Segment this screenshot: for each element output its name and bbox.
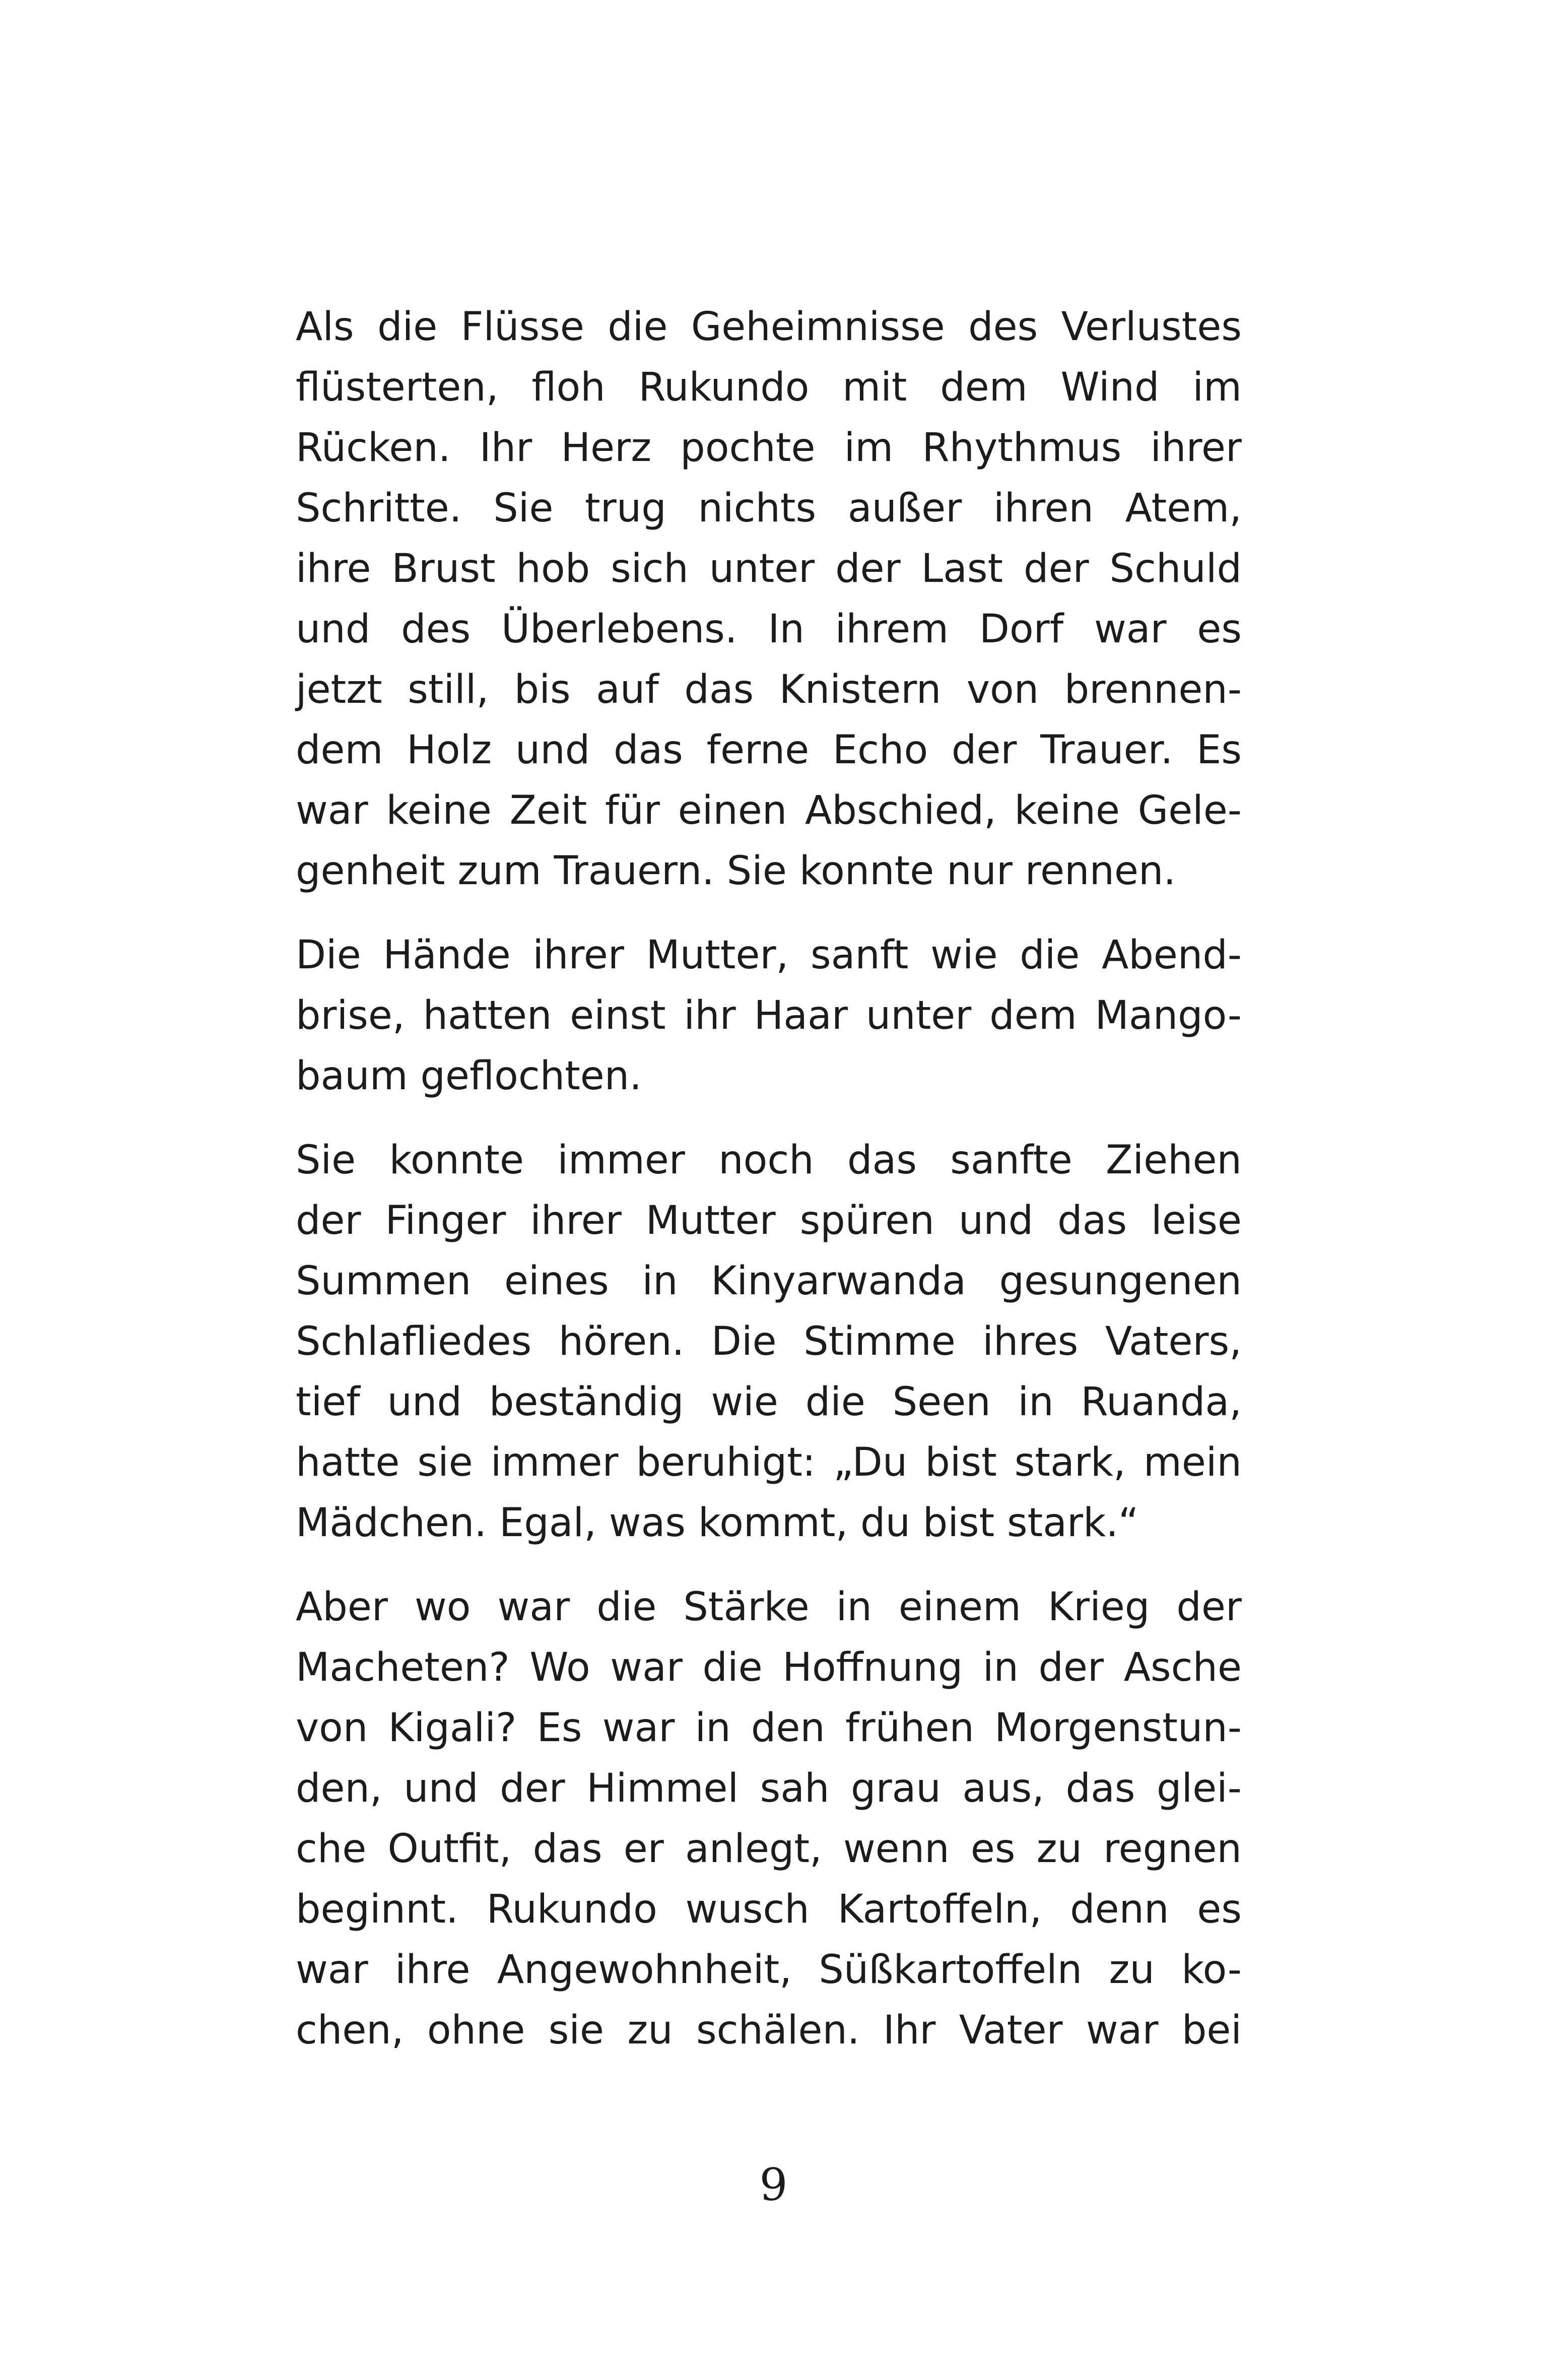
text-line: che Outfit, das er anlegt, wenn es zu regnen [296, 1826, 1242, 1872]
text-line: baum geflochten. [296, 1053, 642, 1099]
paragraph [296, 297, 1242, 901]
text-line: ihre Brust hob sich unter der Last der Schuld [296, 546, 1242, 591]
text-line: Als die Flüsse die Geheimnisse des Verlustes [296, 304, 1242, 350]
text-line: der Finger ihrer Mutter spüren und das leise [296, 1198, 1242, 1243]
paragraph [296, 925, 1242, 1106]
text-line: jetzt still, bis auf das Knistern von brennen- [296, 667, 1242, 712]
text-line: Sie konnte immer noch das sanfte Ziehen [296, 1138, 1242, 1183]
text-line: chen, ohne sie zu schälen. Ihr Vater war bei [296, 2008, 1242, 2053]
paragraph [296, 1577, 1242, 2061]
text-line: hatte sie immer beruhigt: „Du bist stark, mein [296, 1440, 1242, 1485]
text-line: Mädchen. Egal, was kommt, du bist stark.“ [296, 1500, 1139, 1546]
text-line: Rücken. Ihr Herz pochte im Rhythmus ihrer [296, 425, 1242, 471]
text-line: tief und beständig wie die Seen in Ruanda, [296, 1379, 1242, 1425]
text-line: beginnt. Rukundo wusch Kartoffeln, denn es [296, 1887, 1242, 1932]
text-line: Summen eines in Kinyarwanda gesungenen [296, 1259, 1242, 1304]
paragraph-gap [296, 1553, 1242, 1577]
text-line: genheit zum Trauern. Sie konnte nur rennen. [296, 848, 1176, 894]
paragraph-gap [296, 901, 1242, 925]
text-line: Schritte. Sie trug nichts außer ihren Atem, [296, 486, 1242, 531]
text-line: brise, hatten einst ihr Haar unter dem Mango- [296, 993, 1242, 1038]
text-line: Die Hände ihrer Mutter, sanft wie die Abend- [296, 933, 1242, 978]
body-text [296, 297, 1242, 2061]
text-line: Aber wo war die Stärke in einem Krieg der [296, 1584, 1242, 1630]
text-line: den, und der Himmel sah grau aus, das glei- [296, 1766, 1242, 1811]
text-line: und des Überlebens. In ihrem Dorf war es [296, 607, 1242, 652]
text-line: dem Holz und das ferne Echo der Trauer. Es [296, 728, 1242, 773]
text-line: war keine Zeit für einen Abschied, keine Gele- [296, 788, 1242, 833]
text-line: Macheten? Wo war die Hoffnung in der Asche [296, 1645, 1242, 1690]
text-line: Schlafliedes hören. Die Stimme ihres Vaters, [296, 1319, 1242, 1364]
text-line: von Kigali? Es war in den frühen Morgenstun- [296, 1705, 1242, 1751]
text-line: war ihre Angewohnheit, Süßkartoffeln zu ko- [296, 1947, 1242, 1993]
text-line: flüsterten, floh Rukundo mit dem Wind im [296, 365, 1242, 410]
paragraph [296, 1130, 1242, 1553]
page-number: 9 [759, 2159, 788, 2211]
paragraph-gap [296, 1106, 1242, 1130]
